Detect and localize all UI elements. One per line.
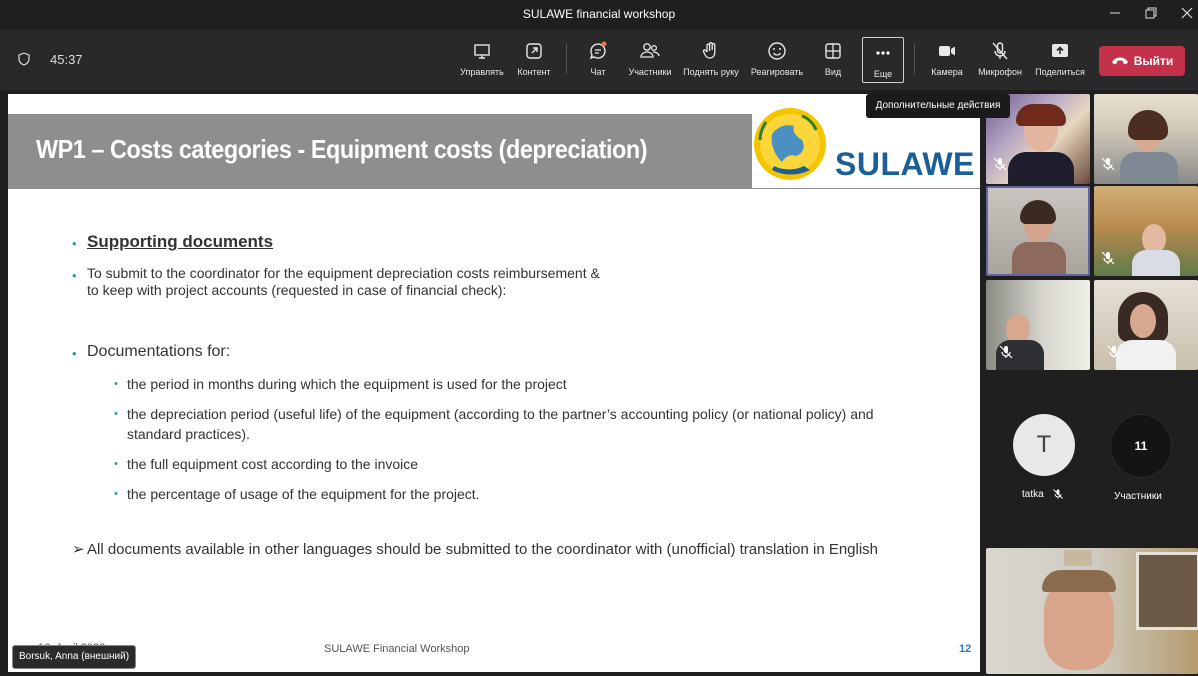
minimize-icon [1109,7,1121,19]
meeting-timer: 45:37 [50,52,83,67]
participant-name: tatka [1022,488,1044,500]
toolbar-divider [914,44,915,74]
restore-icon [1145,7,1157,19]
languages-note: All documents available in other languages should be submitted to the coordinator with (unofficial) translation in English [87,541,879,558]
manage-icon [472,41,492,61]
participant-body [1120,152,1178,184]
content-label: Контент [517,67,551,77]
doc-item [127,404,874,444]
participant-video-tile-active[interactable] [986,186,1090,276]
participants-label: Участники [1114,491,1162,502]
mic-off-icon [1100,156,1116,172]
share-content-icon [524,41,544,61]
participant-video-tile[interactable] [1094,186,1198,276]
sub-bullet-marker: • [114,488,118,500]
hand-icon [700,40,722,62]
share-label: Поделиться [1035,67,1085,77]
more-actions-tooltip: Дополнительные действия [866,94,1010,118]
participant-video-tile[interactable] [1094,94,1198,184]
bullet-marker: • [72,268,77,283]
wall-frame [1064,550,1092,566]
avatar-initial: T [1036,431,1052,458]
participant-body [1012,242,1066,276]
smiley-icon [766,40,788,62]
submit-text [87,265,600,299]
share-screen-icon [1049,40,1071,62]
participant-body [1008,152,1074,184]
people-icon [639,40,661,62]
more-label: Еще [873,69,893,79]
bullet-marker: • [72,236,77,251]
toolbar-divider [566,44,567,74]
bullet-marker: • [72,346,77,361]
camera-label: Камера [931,67,963,77]
submit-text-line: To submit to the coordinator for the equipment depreciation costs reimbursement & [87,265,600,281]
participant-avatar[interactable] [1013,414,1075,476]
logo-wordmark: SULAWE [835,146,975,182]
chat-label: Чат [590,67,606,77]
close-button[interactable] [1166,0,1198,30]
mic-off-icon [989,40,1011,62]
close-icon [1181,7,1193,19]
raise-hand-button[interactable] [680,36,742,84]
presenter-name-tag: Borsuk, Anna (внешний) [12,645,136,669]
view-button[interactable] [816,36,850,84]
doc-item-line: standard practices). [127,426,250,442]
doc-item: the period in months during which the equipment is used for the project [127,376,567,392]
participant-hair [1016,104,1066,126]
documentations-label: Documentations for: [87,343,231,360]
grid-view-icon [823,41,843,61]
sub-bullet-marker: • [114,408,118,420]
microphone-button[interactable] [974,36,1026,84]
wall-picture [1136,552,1198,630]
participant-body [1116,340,1176,370]
share-button[interactable] [1032,36,1088,84]
mic-off-icon [1052,488,1064,500]
shield-icon [18,52,30,66]
participant-name-row [1022,488,1064,500]
raise-hand-label: Поднять руку [683,67,739,77]
hang-up-icon [1111,55,1129,67]
leave-label: Выйти [1133,54,1174,68]
participant-video-tile[interactable] [986,280,1090,370]
slide-title: WP1 – Costs categories - Equipment costs (depreciation) [36,134,648,164]
mic-off-icon [998,344,1014,360]
view-label: Вид [824,67,842,77]
participant-body [1132,250,1180,276]
content-button[interactable] [512,36,556,84]
supporting-documents-heading: Supporting documents [87,232,274,251]
participant-hair [1042,570,1116,592]
participants-button[interactable] [624,36,676,84]
camera-icon [936,40,958,62]
mic-off-icon [1100,250,1116,266]
mic-off-icon [992,156,1008,172]
slide-page-number: 12 [959,643,972,655]
footer-title: SULAWE Financial Workshop [324,643,470,655]
camera-button[interactable] [928,36,966,84]
more-actions-button[interactable] [862,37,904,83]
participant-hair [1020,200,1056,224]
shared-slide [8,94,980,672]
meeting-toolbar [0,30,1198,90]
doc-item: the full equipment cost according to the invoice [127,456,419,472]
participants-count: 11 [1134,439,1148,453]
sub-bullet-marker: • [114,378,118,390]
doc-item-line: the depreciation period (useful life) of the equipment (according to the partner’s accounting policy (or national policy) and [127,406,874,422]
leave-button[interactable] [1099,46,1185,76]
more-participants-avatar[interactable] [1110,414,1172,478]
manage-button[interactable] [456,36,508,84]
mic-label: Микрофон [978,67,1022,77]
self-video-tile[interactable] [986,548,1198,674]
mic-off-icon [1106,344,1122,360]
window-title: SULAWE financial workshop [522,7,676,21]
manage-label: Управлять [460,67,504,77]
participant-video-tile[interactable] [1094,280,1198,370]
more-dots-icon [873,43,893,63]
react-button[interactable] [748,36,806,84]
chat-button[interactable] [582,36,614,84]
chat-icon [587,40,609,62]
submit-text-line: to keep with project accounts (requested in case of financial check): [87,282,507,298]
doc-item: the percentage of usage of the equipment for the project. [127,486,480,502]
sulawe-logo-icon [752,104,832,186]
arrow-bullet-marker: ➢ [72,541,85,558]
participant-hair [1128,110,1168,140]
sub-bullet-marker: • [114,458,118,470]
title-bar [0,0,1198,30]
participants-label: Участники [628,67,672,77]
react-label: Реагировать [750,67,804,77]
participant-face-front [1130,304,1156,338]
